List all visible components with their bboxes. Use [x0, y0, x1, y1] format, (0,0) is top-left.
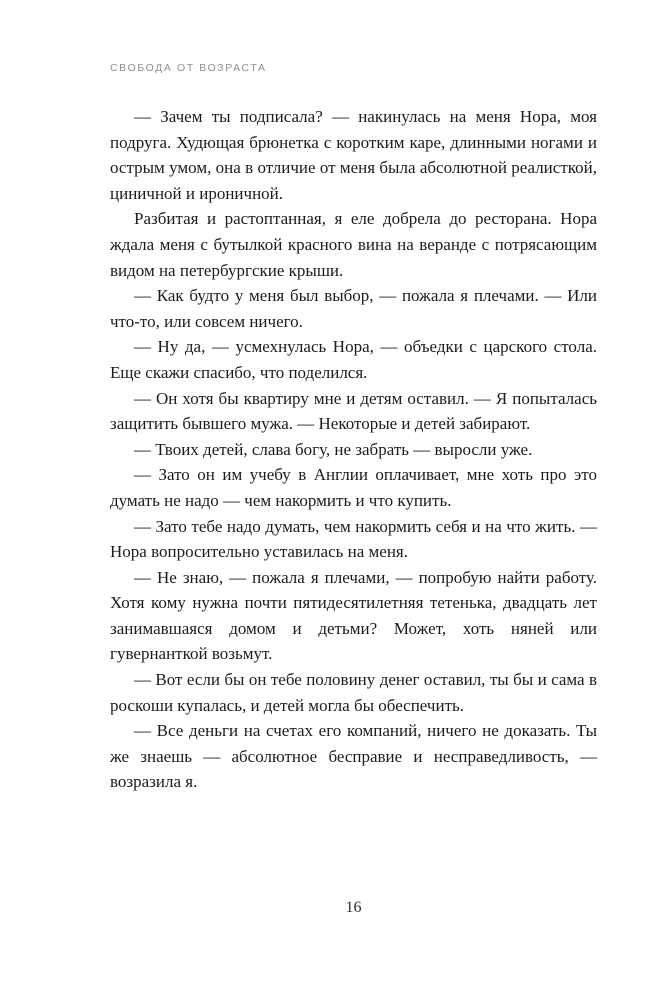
paragraph: — Зато он им учебу в Англии оплачивает, мне хоть про это думать не надо — чем накормить и что купить. [110, 465, 597, 510]
paragraph: — Зачем ты подписала? — накинулась на меня Нора, моя подруга. Худющая брюнетка с коротким каре, длинными ногами и острым умом, она в отличие от меня была абсолютной реалисткой, циничной и ироничной. [110, 107, 597, 203]
paragraph: — Вот если бы он тебе половину денег оставил, ты бы и сама в роскоши купалась, и детей могла бы обеспечить. [110, 670, 597, 715]
running-head: СВОБОДА ОТ ВОЗРАСТА [110, 62, 267, 74]
paragraph: — Как будто у меня был выбор, — пожала я плечами. — Или что-то, или совсем ничего. [110, 286, 597, 331]
paragraph: — Ну да, — усмехнулась Нора, — объедки с царского стола. Еще скажи спасибо, что поделился. [110, 337, 597, 382]
paragraph: — Он хотя бы квартиру мне и детям оставил. — Я попыталась защитить бывшего мужа. — Некоторые и детей забирают. [110, 388, 597, 434]
text-block [110, 104, 597, 795]
page-number: 16 [345, 899, 362, 916]
paragraph: — Не знаю, — пожала я плечами, — попробую найти работу. Хотя кому нужна почти пятидесятилетняя тетенька, двадцать лет занимавшаяся домом и детьми? Может, хоть няней или гувернанткой возьмут. [110, 567, 597, 664]
paragraph: — Твоих детей, слава богу, не забрать — выросли уже. [134, 439, 533, 459]
paragraph: Разбитая и растоптанная, я еле добрела до ресторана. Нора ждала меня с бутылкой красного вина на веранде с потрясающим видом на петербургские крыши. [110, 209, 597, 280]
paragraph: — Все деньги на счетах его компаний, ничего не доказать. Ты же знаешь — абсолютное бесправие и несправедливость, — возразила я. [110, 721, 597, 792]
paragraph: — Зато тебе надо думать, чем накормить себя и на что жить. — Нора вопросительно уставилась на меня. [110, 516, 597, 562]
